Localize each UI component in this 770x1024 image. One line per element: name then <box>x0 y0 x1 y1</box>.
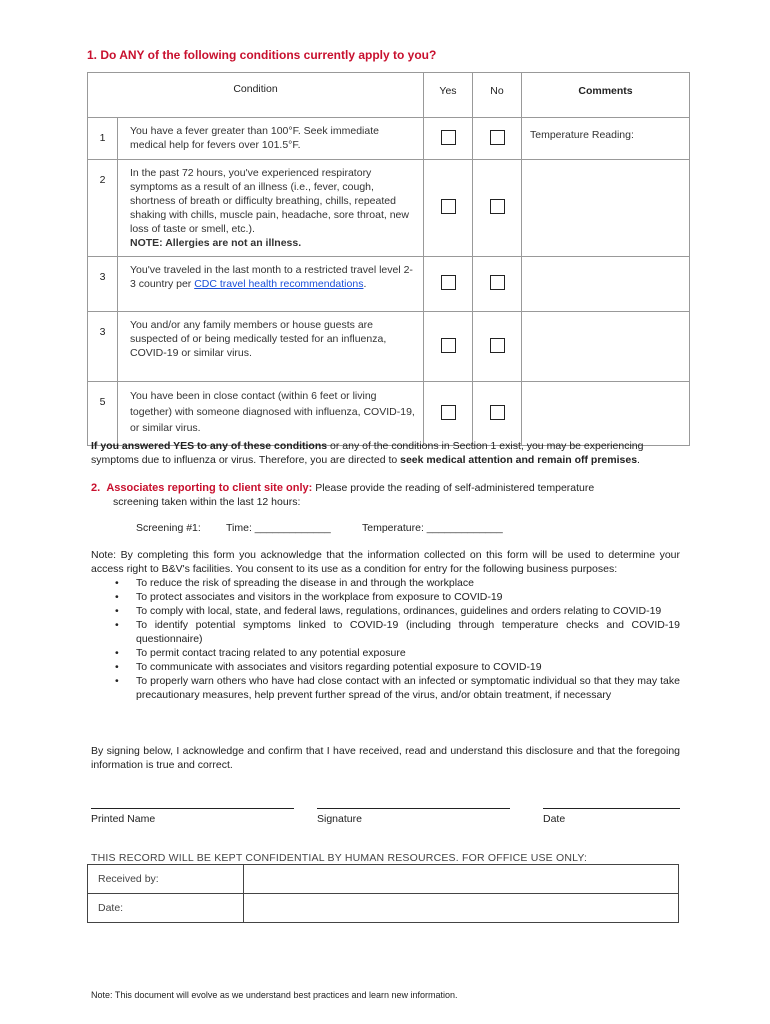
section-2-title: Associates reporting to client site only: <box>106 482 313 494</box>
office-date-label: Date: <box>88 894 244 923</box>
list-item: • To protect associates and visitors in the workplace from exposure to COVID-19 <box>91 590 680 604</box>
cdc-travel-link[interactable]: CDC travel health recommendations <box>194 278 364 290</box>
section-2-number: 2. <box>91 482 101 494</box>
condition-row <box>88 160 690 257</box>
yes-checkbox[interactable] <box>441 130 456 145</box>
signature-label: Signature <box>317 813 362 825</box>
yes-instruction-bold: If you answered YES to any of these conditions <box>91 440 328 452</box>
condition-number: 5 <box>88 382 118 446</box>
no-checkbox[interactable] <box>490 275 505 290</box>
conditions-header-row <box>88 73 690 118</box>
comment-cell[interactable] <box>522 382 690 446</box>
condition-row <box>88 257 690 312</box>
condition-number: 3 <box>88 257 118 312</box>
office-date-field[interactable] <box>244 894 679 923</box>
condition-row <box>88 312 690 382</box>
list-item: • To identify potential symptoms linked to COVID-19 (including through temperature checks and COVID-19 questionnaire) <box>91 618 680 646</box>
condition-row <box>88 382 690 446</box>
temperature-field[interactable]: Temperature: _____________ <box>362 522 503 534</box>
yes-instruction-text: or any of the conditions in Section 1 exist, you may be experiencing symptoms due to influenza or virus. Therefore, you are directed to <box>91 440 644 466</box>
consent-note: Note: By completing this form you acknowledge that the information collected on this form will be used to determine your access right to B&V's facilities. You consent to its use as a condition for entry for the following business purposes: <box>91 549 680 575</box>
header-comments: Comments <box>522 73 690 118</box>
list-item: • To comply with local, state, and federal laws, regulations, ordinances, guidelines and orders relating to COVID-19 <box>91 604 680 618</box>
purpose-list <box>91 576 680 702</box>
allergies-note: NOTE: Allergies are not an illness. <box>130 237 302 249</box>
no-checkbox[interactable] <box>490 338 505 353</box>
condition-number: 1 <box>88 118 118 160</box>
printed-name-line[interactable] <box>91 808 294 809</box>
yes-instruction-end: . <box>637 454 640 466</box>
office-use-heading: THIS RECORD WILL BE KEPT CONFIDENTIAL BY HUMAN RESOURCES. FOR OFFICE USE ONLY: <box>91 852 588 864</box>
condition-text <box>118 160 424 257</box>
time-field[interactable]: Time: _____________ <box>226 522 331 534</box>
header-yes: Yes <box>424 73 473 118</box>
condition-number: 3 <box>88 312 118 382</box>
condition-suffix: . <box>363 278 367 290</box>
no-checkbox[interactable] <box>490 199 505 214</box>
comment-cell[interactable] <box>522 257 690 312</box>
list-item: • To reduce the risk of spreading the disease in and through the workplace <box>91 576 680 590</box>
section-2-heading <box>91 481 691 495</box>
screening-label: Screening #1: <box>136 522 201 534</box>
list-item: • To communicate with associates and visitors regarding potential exposure to COVID-19 <box>91 660 680 674</box>
signature-line[interactable] <box>317 808 510 809</box>
condition-text: You have been in close contact (within 6 feet or living together) with someone diagnosed with influenza, COVID-19, or similar virus. <box>118 382 424 446</box>
header-no: No <box>473 73 522 118</box>
list-item: • To properly warn others who have had close contact with an infected or symptomatic individual so that they may take precautionary measures, help prevent further spread of the virus, and/or obtain treatment, if necessary <box>91 674 680 702</box>
condition-description: You've traveled in the last month to a restricted travel level 2-3 country per <box>130 264 413 290</box>
yes-instruction <box>91 439 691 467</box>
acknowledgement: By signing below, I acknowledge and confirm that I have received, read and understand this disclosure and that the foregoing information is true and correct. <box>91 745 680 771</box>
condition-text: You and/or any family members or house guests are suspected of or being medically tested for an influenza, COVID-19 or similar virus. <box>118 312 424 382</box>
no-checkbox[interactable] <box>490 405 505 420</box>
condition-number: 2 <box>88 160 118 257</box>
yes-checkbox[interactable] <box>441 275 456 290</box>
conditions-table <box>87 72 690 446</box>
yes-checkbox[interactable] <box>441 338 456 353</box>
yes-checkbox[interactable] <box>441 199 456 214</box>
temperature-reading-label: Temperature Reading: <box>522 118 690 160</box>
footer-note: Note: This document will evolve as we understand best practices and learn new information. <box>91 990 458 1000</box>
condition-text: You have a fever greater than 100°F. Seek immediate medical help for fevers over 101.5°F. <box>118 118 424 160</box>
printed-name-label: Printed Name <box>91 813 156 825</box>
condition-row <box>88 118 690 160</box>
yes-checkbox[interactable] <box>441 405 456 420</box>
office-use-table <box>87 864 679 923</box>
condition-text <box>118 257 424 312</box>
condition-description: In the past 72 hours, you've experienced respiratory symptoms as a result of an illness (i.e., fever, cough, shortness of breath or difficulty breathing, chills, repeated shaking with chills, muscle pain, headache, sore throat, new loss of taste or smell, etc.). <box>130 167 409 235</box>
received-by-field[interactable] <box>244 865 679 894</box>
section-2-text: Please provide the reading of self-administered temperature <box>312 482 595 494</box>
header-condition: Condition <box>88 73 424 118</box>
received-by-label: Received by: <box>88 865 244 894</box>
list-item: • To permit contact tracing related to any potential exposure <box>91 646 680 660</box>
seek-attention-text: seek medical attention and remain off premises <box>400 454 638 466</box>
no-checkbox[interactable] <box>490 130 505 145</box>
section-1-title: 1. Do ANY of the following conditions currently apply to you? <box>87 48 437 62</box>
date-line[interactable] <box>543 808 680 809</box>
comment-cell[interactable] <box>522 312 690 382</box>
section-2-text-cont: screening taken within the last 12 hours: <box>113 496 301 508</box>
date-label: Date <box>543 813 566 825</box>
comment-cell[interactable] <box>522 160 690 257</box>
